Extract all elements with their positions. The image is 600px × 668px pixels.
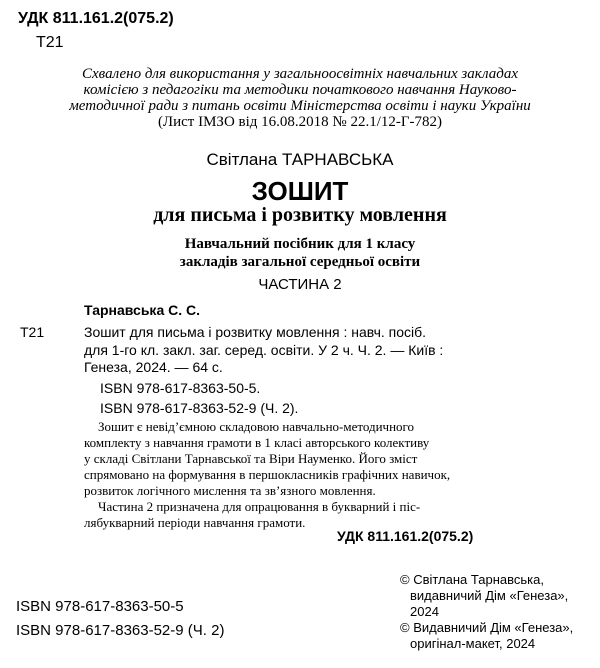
annotation-line: у складі Світлани Тарнавської та Віри Науменко. Його зміст	[84, 451, 418, 466]
bib-line-1: Зошит для письма і розвитку мовлення : навч. посіб.	[84, 324, 427, 340]
bib-code: Т21	[20, 324, 45, 340]
annotation-line: лябукварний періоди навчання грамоти.	[84, 515, 306, 530]
main-title: ЗОШИТ	[251, 176, 349, 206]
annotation-block	[84, 419, 514, 531]
author-name: Світлана ТАРНАВСЬКА	[206, 150, 394, 169]
approval-line: комісією з педагогіки та методики початкового навчання Науково-	[83, 82, 517, 98]
annotation-line: комплекту з навчання грамоти в 1 класі авторського колективу	[84, 435, 430, 450]
bib-author: Тарнавська С. С.	[84, 302, 201, 318]
approval-block	[0, 66, 600, 130]
copyright-line: оригінал-макет, 2024	[410, 636, 536, 651]
isbn-bottom-1: ISBN 978-617-8363-50-5	[16, 598, 184, 615]
copyright-line: © Видавничий Дім «Генеза»,	[400, 620, 574, 635]
description-line-1: Навчальний посібник для 1 класу	[184, 236, 416, 252]
bib-line-2: для 1-го кл. закл. заг. серед. освіти. У 2 ч. Ч. 2. — Київ :	[84, 342, 444, 358]
annotation-line: розвиток логічного мислення та зв’язного мовлення.	[84, 483, 376, 498]
approval-line: методичної ради з питань освіти Міністерства освіти і науки України	[69, 98, 531, 114]
subtitle: для письма і розвитку мовлення	[153, 204, 447, 226]
copyright-line: видавничий Дім «Генеза»,	[410, 588, 569, 603]
approval-line: Схвалено для використання у загальноосвітніх навчальних закладах	[82, 66, 518, 82]
bib-isbn-2: ISBN 978-617-8363-52-9 (Ч. 2).	[100, 400, 299, 416]
description-line-2: закладів загальної середньої освіти	[179, 254, 421, 270]
bib-line-3: Генеза, 2024. — 64 с.	[84, 359, 223, 375]
udk-top: УДК 811.161.2(075.2)	[18, 10, 174, 27]
udk-bottom: УДК 811.161.2(075.2)	[337, 528, 474, 544]
annotation-line: Частина 2 призначена для опрацювання в букварний і піс-	[98, 499, 421, 514]
annotation-line: Зошит є невід’ємною складовою навчально-методичного	[98, 419, 415, 434]
copyright-line: © Світлана Тарнавська,	[400, 572, 544, 587]
bib-isbn-1: ISBN 978-617-8363-50-5.	[100, 380, 261, 396]
annotation-line: спрямовано на формування в першокласників графічних навичок,	[84, 467, 451, 482]
code-top: Т21	[36, 34, 64, 51]
part-label: ЧАСТИНА 2	[258, 276, 342, 293]
approval-line: (Лист ІМЗО від 16.08.2018 № 22.1/12-Г-782)	[157, 114, 443, 130]
isbn-bottom-2: ISBN 978-617-8363-52-9 (Ч. 2)	[16, 622, 225, 639]
copyright-block	[400, 572, 573, 652]
copyright-line: 2024	[410, 604, 439, 619]
